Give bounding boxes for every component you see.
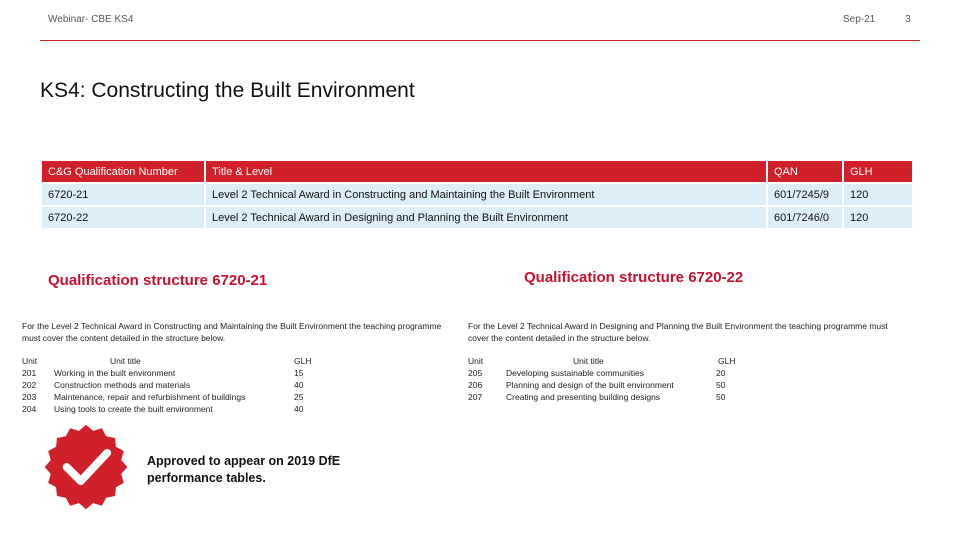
col-unit-label: Unit	[22, 356, 38, 366]
list-item	[468, 379, 735, 391]
unit-number: 206	[468, 380, 483, 390]
unit-title: Construction methods and materials	[54, 380, 191, 390]
left-section-heading: Qualification structure 6720-21	[48, 272, 268, 289]
unit-title: Creating and presenting building designs	[506, 392, 661, 402]
left-unit-table	[22, 355, 311, 415]
unit-title: Developing sustainable communities	[506, 368, 644, 378]
header-cell-number: C&G Qualification Number	[42, 161, 204, 182]
cell-qan: 601/7245/9	[768, 184, 842, 205]
unit-title: Using tools to create the built environment	[54, 404, 213, 414]
col-glh-label: GLH	[718, 356, 736, 366]
unit-glh: 40	[294, 380, 304, 390]
header-cell-glh: GLH	[844, 161, 912, 182]
cell-number: 6720-22	[42, 207, 204, 228]
col-unit-label: Unit	[468, 356, 484, 366]
page-title: KS4: Constructing the Built Environment	[40, 79, 415, 102]
list-item	[22, 403, 311, 415]
cell-title: Level 2 Technical Award in Constructing and Maintaining the Built Environment	[206, 184, 766, 205]
list-item	[468, 391, 735, 403]
unit-number: 207	[468, 392, 483, 402]
unit-glh: 50	[716, 380, 726, 390]
cell-qan: 601/7246/0	[768, 207, 842, 228]
header-divider	[40, 40, 920, 41]
unit-number: 201	[22, 368, 37, 378]
page-number: 3	[905, 14, 911, 25]
list-item	[22, 367, 311, 379]
cell-number: 6720-21	[42, 184, 204, 205]
right-unit-table	[468, 355, 735, 403]
unit-glh: 20	[716, 368, 726, 378]
table-row	[42, 207, 912, 228]
unit-glh: 40	[294, 404, 304, 414]
checkmark-seal-icon	[42, 423, 130, 511]
header-cell-qan: QAN	[768, 161, 842, 182]
list-item	[22, 391, 311, 403]
unit-number: 202	[22, 380, 37, 390]
unit-title: Maintenance, repair and refurbishment of buildings	[54, 392, 246, 402]
unit-number: 205	[468, 368, 483, 378]
cell-glh: 120	[844, 184, 912, 205]
header-date: Sep-21	[843, 14, 876, 25]
col-title-label: Unit title	[573, 356, 604, 366]
header-cell-title: Title & Level	[206, 161, 766, 182]
right-section-heading: Qualification structure 6720-22	[524, 269, 744, 286]
unit-glh: 50	[716, 392, 726, 402]
cell-title: Level 2 Technical Award in Designing and Planning the Built Environment	[206, 207, 766, 228]
right-section-intro: For the Level 2 Technical Award in Designing and Planning the Built Environment the teaching programme must cover the content detailed in the structure below.	[468, 321, 888, 343]
unit-glh: 15	[294, 368, 304, 378]
table-row	[42, 184, 912, 205]
unit-table-header	[22, 355, 311, 367]
col-glh-label: GLH	[294, 356, 312, 366]
left-section-intro: For the Level 2 Technical Award in Constructing and Maintaining the Built Environment the teaching programme must cover the content detailed in the structure below.	[22, 321, 442, 343]
unit-title: Planning and design of the built environment	[506, 380, 674, 390]
unit-title: Working in the built environment	[54, 368, 176, 378]
qualification-table	[40, 159, 914, 230]
approval-text: Approved to appear on 2019 DfE performance tables.	[147, 454, 341, 485]
unit-number: 204	[22, 404, 37, 414]
unit-number: 203	[22, 392, 37, 402]
cell-glh: 120	[844, 207, 912, 228]
table-header-row	[42, 161, 912, 182]
unit-table-header	[468, 355, 735, 367]
unit-glh: 25	[294, 392, 304, 402]
list-item	[468, 367, 735, 379]
list-item	[22, 379, 311, 391]
col-title-label: Unit title	[110, 356, 141, 366]
header-label: Webinar- CBE KS4	[48, 14, 134, 25]
